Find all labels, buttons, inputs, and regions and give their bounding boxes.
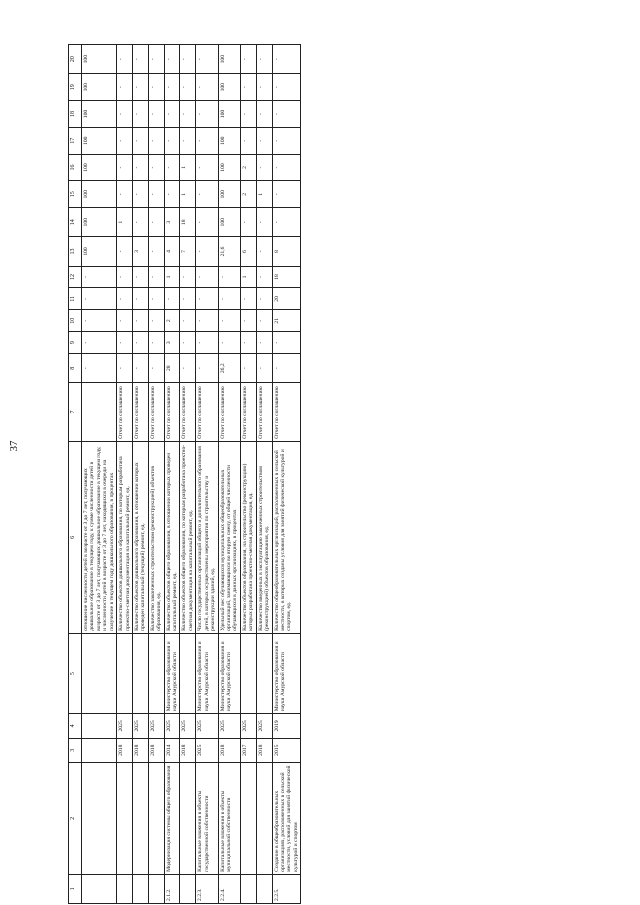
value-2014-cell: - — [148, 332, 164, 354]
row-number-cell — [132, 874, 148, 903]
value-base-cell: - — [196, 354, 218, 383]
table-row — [82, 45, 117, 904]
value-2020-cell: - — [148, 181, 164, 208]
value-2017-cell: - — [82, 266, 117, 288]
col-header: 16 — [69, 154, 82, 181]
value-2023-cell: - — [164, 101, 180, 128]
value-2021-cell: - — [256, 154, 272, 181]
source-cell — [82, 383, 117, 441]
value-2016-cell: - — [256, 288, 272, 310]
value-2023-cell: - — [196, 101, 218, 128]
col-header: 19 — [69, 74, 82, 101]
source-cell: Отчет по соглашению — [196, 383, 218, 441]
value-2023-cell: 100 — [82, 101, 117, 128]
start-year-cell: 2018 — [148, 738, 164, 762]
value-2017-cell: - — [256, 266, 272, 288]
end-year-cell: 2025 — [196, 714, 218, 738]
start-year-cell: 2025 — [196, 738, 218, 762]
responsible-executor-cell: Министерство образования и науки Амурской области — [272, 633, 301, 713]
value-base-cell: - — [256, 354, 272, 383]
value-2022-cell: 100 — [218, 127, 240, 154]
value-2018-cell: - — [117, 237, 133, 266]
value-2023-cell: 100 — [218, 101, 240, 128]
end-year-cell: 2025 — [218, 714, 240, 738]
value-2014-cell: - — [256, 332, 272, 354]
end-year-cell: 2019 — [272, 714, 301, 738]
value-base-cell: - — [148, 354, 164, 383]
col-header: 11 — [69, 288, 82, 310]
table-row — [180, 45, 196, 904]
value-2015-cell: - — [218, 310, 240, 332]
end-year-cell: 2025 — [256, 714, 272, 738]
source-cell: Отчет по соглашению — [148, 383, 164, 441]
value-2017-cell: - — [196, 266, 218, 288]
col-header: 18 — [69, 101, 82, 128]
start-year-cell: 2014 — [164, 738, 180, 762]
indicator-name-cell: Количество введенных в эксплуатацию законченных строительством (реконструкцией) объектов образования, ед. — [256, 441, 272, 633]
value-2021-cell: - — [164, 154, 180, 181]
value-2021-cell: - — [117, 154, 133, 181]
value-2016-cell: - — [82, 288, 117, 310]
indicator-name-cell: Количество объектов общего образования, по которым разработана проектно-сметная документация на капитальный ремонт, ед. — [180, 441, 196, 633]
row-number-cell: 2.2.5. — [272, 874, 301, 903]
value-2019-cell: 18 — [180, 208, 196, 237]
col-header: 2 — [69, 762, 82, 874]
value-2019-cell: - — [148, 208, 164, 237]
value-2017-cell: 1 — [240, 266, 256, 288]
value-2025-cell: - — [256, 45, 272, 74]
table-body — [82, 45, 301, 904]
row-number-cell — [148, 874, 164, 903]
value-2024-cell: - — [256, 74, 272, 101]
value-2023-cell: - — [240, 101, 256, 128]
value-2020-cell: - — [272, 181, 301, 208]
value-2021-cell: - — [196, 154, 218, 181]
responsible-executor-cell — [180, 633, 196, 713]
value-2018-cell: 21,6 — [218, 237, 240, 266]
end-year-cell: 2025 — [164, 714, 180, 738]
value-2015-cell: - — [196, 310, 218, 332]
value-2020-cell: 1 — [256, 181, 272, 208]
value-2015-cell: - — [117, 310, 133, 332]
value-2024-cell: - — [180, 74, 196, 101]
col-header: 4 — [69, 714, 82, 738]
value-2014-cell: - — [132, 332, 148, 354]
value-2025-cell: - — [164, 45, 180, 74]
value-2017-cell: - — [117, 266, 133, 288]
responsible-executor-cell: Министерство образования и науки Амурской области — [164, 633, 180, 713]
value-2016-cell: - — [180, 288, 196, 310]
value-2025-cell: - — [196, 45, 218, 74]
start-year-cell: 2018 — [117, 738, 133, 762]
table-row — [240, 45, 256, 904]
col-header: 6 — [69, 441, 82, 633]
col-header: 3 — [69, 738, 82, 762]
col-header: 17 — [69, 127, 82, 154]
value-2021-cell: 1 — [180, 154, 196, 181]
indicator-name-cell: отношение численности детей в возрасте от 3 до 7 лет, получающих дошкольное образование в текущем году, к сумме численности детей в возрасте от 3 до 7 лет, получающих дошкольное образование в текущем году, и численности детей в возрасте от 3 до 7 лет, находящихся в очереди на получение в текущем году дошкольного образования, в процентах — [82, 441, 117, 633]
source-cell: Отчет по соглашению — [256, 383, 272, 441]
start-year-cell: 2017 — [240, 738, 256, 762]
value-2020-cell: 2 — [240, 181, 256, 208]
end-year-cell: 2025 — [148, 714, 164, 738]
value-2017-cell: - — [218, 266, 240, 288]
value-2014-cell: - — [196, 332, 218, 354]
col-header: 7 — [69, 383, 82, 441]
col-header: 8 — [69, 354, 82, 383]
start-year-cell — [82, 738, 117, 762]
col-header: 10 — [69, 310, 82, 332]
value-2022-cell: - — [240, 127, 256, 154]
value-2019-cell: - — [240, 208, 256, 237]
table-row — [256, 45, 272, 904]
col-header: 20 — [69, 45, 82, 74]
value-2017-cell: 1 — [164, 266, 180, 288]
value-2024-cell: 100 — [218, 74, 240, 101]
source-cell: Отчет по соглашению — [164, 383, 180, 441]
value-2022-cell: - — [196, 127, 218, 154]
source-cell: Отчет по соглашению — [240, 383, 256, 441]
responsible-executor-cell — [148, 633, 164, 713]
value-2016-cell: - — [148, 288, 164, 310]
table-row — [132, 45, 148, 904]
value-2014-cell: - — [117, 332, 133, 354]
value-2016-cell: - — [164, 288, 180, 310]
value-base-cell: - — [180, 354, 196, 383]
value-base-cell: - — [82, 354, 117, 383]
indicator-name-cell: Количество законченных строительством (реконструкцией) объектов образования, ед. — [148, 441, 164, 633]
activity-name-cell — [117, 762, 133, 874]
activity-name-cell: Капитальные вложения в объекты муниципальной собственности — [218, 762, 240, 874]
start-year-cell: 2018 — [180, 738, 196, 762]
value-2018-cell: 6 — [240, 237, 256, 266]
end-year-cell: 2025 — [132, 714, 148, 738]
value-2022-cell: - — [272, 127, 301, 154]
activity-name-cell — [240, 762, 256, 874]
value-2015-cell: 21 — [272, 310, 301, 332]
table-row — [272, 45, 301, 904]
table-row — [196, 45, 218, 904]
value-base-cell: - — [240, 354, 256, 383]
value-2018-cell: 8 — [272, 237, 301, 266]
value-2025-cell: - — [180, 45, 196, 74]
value-2016-cell: - — [240, 288, 256, 310]
value-2018-cell: 100 — [82, 237, 117, 266]
table-row — [218, 45, 240, 904]
value-2016-cell: - — [218, 288, 240, 310]
value-2025-cell: - — [117, 45, 133, 74]
source-cell: Отчет по соглашению — [218, 383, 240, 441]
value-2016-cell: 20 — [272, 288, 301, 310]
row-number-cell — [180, 874, 196, 903]
value-2024-cell: - — [132, 74, 148, 101]
indicator-name-cell: Количество общеобразовательных организаций, расположенных в сельской местности, в которых созданы условия для занятий физической культурой и спортом, ед. — [272, 441, 301, 633]
value-2018-cell: - — [196, 237, 218, 266]
responsible-executor-cell — [132, 633, 148, 713]
value-2019-cell: - — [132, 208, 148, 237]
col-header: 15 — [69, 181, 82, 208]
program-indicators-table-rotated — [68, 44, 588, 904]
value-2025-cell: - — [148, 45, 164, 74]
value-2024-cell: - — [148, 74, 164, 101]
value-2020-cell: 1 — [180, 181, 196, 208]
end-year-cell: 2025 — [117, 714, 133, 738]
value-2023-cell: - — [132, 101, 148, 128]
indicators-table — [68, 44, 301, 904]
value-2014-cell: - — [82, 332, 117, 354]
table-row — [148, 45, 164, 904]
value-2021-cell: - — [272, 154, 301, 181]
value-base-cell: 28 — [164, 354, 180, 383]
value-2015-cell: - — [180, 310, 196, 332]
value-2019-cell: 1 — [117, 208, 133, 237]
value-2025-cell: - — [272, 45, 301, 74]
col-header: 12 — [69, 266, 82, 288]
activity-name-cell — [148, 762, 164, 874]
responsible-executor-cell — [82, 633, 117, 713]
value-2021-cell: - — [132, 154, 148, 181]
indicator-name-cell: Количество объектов образования, на строительство (реконструкцию) которых разработана проектно-сметная документация, ед. — [240, 441, 256, 633]
value-2017-cell: - — [180, 266, 196, 288]
value-2019-cell: - — [196, 208, 218, 237]
value-2021-cell: 2 — [240, 154, 256, 181]
value-2016-cell: - — [117, 288, 133, 310]
value-2025-cell: 100 — [82, 45, 117, 74]
indicator-name-cell: Число государственных организаций общего и дополнительного образования детей, в которых осуществлены мероприятия по строительству и реконструкции зданий, ед. — [196, 441, 218, 633]
value-2015-cell: - — [240, 310, 256, 332]
source-cell: Отчет по соглашению — [117, 383, 133, 441]
value-2016-cell: - — [196, 288, 218, 310]
value-2019-cell: 100 — [82, 208, 117, 237]
source-cell: Отчет по соглашению — [132, 383, 148, 441]
value-2020-cell: 100 — [82, 181, 117, 208]
activity-name-cell — [180, 762, 196, 874]
indicator-name-cell: Количество объектов общего образования, в отношении которых проведен капитальный ремонт, ед. — [164, 441, 180, 633]
value-base-cell: - — [117, 354, 133, 383]
value-2020-cell: 100 — [218, 181, 240, 208]
value-2014-cell: - — [240, 332, 256, 354]
value-2024-cell: - — [272, 74, 301, 101]
row-number-cell — [256, 874, 272, 903]
value-2021-cell: 100 — [82, 154, 117, 181]
value-2022-cell: - — [132, 127, 148, 154]
col-header: 13 — [69, 237, 82, 266]
source-cell: Отчет по соглашению — [272, 383, 301, 441]
row-number-cell: 2.1.2. — [164, 874, 180, 903]
indicator-name-cell: Количество объектов дошкольного образования, в отношении которых проведен капитальный (текущий) ремонт, ед. — [132, 441, 148, 633]
value-2020-cell: - — [164, 181, 180, 208]
value-2014-cell: - — [218, 332, 240, 354]
responsible-executor-cell — [117, 633, 133, 713]
value-2020-cell: - — [117, 181, 133, 208]
start-year-cell: 2015 — [272, 738, 301, 762]
responsible-executor-cell — [256, 633, 272, 713]
column-number-row — [69, 45, 82, 904]
value-2018-cell: - — [148, 237, 164, 266]
value-2018-cell: - — [256, 237, 272, 266]
value-2021-cell: - — [148, 154, 164, 181]
value-2017-cell: - — [148, 266, 164, 288]
value-2014-cell: - — [272, 332, 301, 354]
value-2019-cell: 100 — [218, 208, 240, 237]
source-cell: Отчет по соглашению — [180, 383, 196, 441]
row-number-cell: 2.2.3. — [196, 874, 218, 903]
value-2017-cell: 18 — [272, 266, 301, 288]
value-2023-cell: - — [117, 101, 133, 128]
value-2014-cell: 3 — [164, 332, 180, 354]
activity-name-cell: Капитальные вложения в объекты государственной собственности — [196, 762, 218, 874]
value-2024-cell: - — [164, 74, 180, 101]
indicator-name-cell: Количество объектов дошкольного образования, по которым разработана проектно-сметная документация на капитальный ремонт, ед. — [117, 441, 133, 633]
value-base-cell: 26,2 — [218, 354, 240, 383]
start-year-cell: 2018 — [132, 738, 148, 762]
indicator-name-cell: Удельный вес обучающихся муниципальных общеобразовательных организаций, занимающихся во вторую смену, от общей численности обучающихся в данных организациях, в процентах — [218, 441, 240, 633]
end-year-cell: 2025 — [240, 714, 256, 738]
activity-name-cell: Создание в общеобразовательных организациях, расположенных в сельской местности, условий для занятий физической культурой и спортом — [272, 762, 301, 874]
value-2025-cell: 100 — [218, 45, 240, 74]
activity-name-cell — [132, 762, 148, 874]
value-2017-cell: - — [132, 266, 148, 288]
value-2023-cell: - — [256, 101, 272, 128]
col-header: 1 — [69, 874, 82, 903]
responsible-executor-cell: Министерство образования и науки Амурской области — [196, 633, 218, 713]
value-2018-cell: 3 — [132, 237, 148, 266]
end-year-cell — [82, 714, 117, 738]
col-header: 14 — [69, 208, 82, 237]
responsible-executor-cell — [240, 633, 256, 713]
value-2015-cell: 2 — [164, 310, 180, 332]
value-2023-cell: - — [180, 101, 196, 128]
value-2022-cell: - — [148, 127, 164, 154]
value-2022-cell: 100 — [82, 127, 117, 154]
value-2025-cell: - — [132, 45, 148, 74]
start-year-cell: 2018 — [218, 738, 240, 762]
value-2024-cell: - — [117, 74, 133, 101]
table-row — [117, 45, 133, 904]
value-2022-cell: - — [180, 127, 196, 154]
activity-name-cell — [256, 762, 272, 874]
value-2018-cell: 7 — [180, 237, 196, 266]
row-number-cell — [117, 874, 133, 903]
value-2019-cell: 3 — [164, 208, 180, 237]
start-year-cell: 2018 — [256, 738, 272, 762]
value-2020-cell: - — [132, 181, 148, 208]
value-2019-cell: - — [256, 208, 272, 237]
activity-name-cell: Модернизация системы общего образования — [164, 762, 180, 874]
row-number-cell — [82, 874, 117, 903]
value-2023-cell: - — [272, 101, 301, 128]
responsible-executor-cell: Министерство образования и науки Амурской области — [218, 633, 240, 713]
page-number: 37 — [8, 440, 20, 452]
value-2015-cell: - — [256, 310, 272, 332]
row-number-cell — [240, 874, 256, 903]
value-2025-cell: - — [240, 45, 256, 74]
value-base-cell: - — [272, 354, 301, 383]
value-2018-cell: 4 — [164, 237, 180, 266]
value-2023-cell: - — [148, 101, 164, 128]
value-2022-cell: - — [256, 127, 272, 154]
activity-name-cell — [82, 762, 117, 874]
value-2021-cell: 100 — [218, 154, 240, 181]
value-2019-cell: - — [272, 208, 301, 237]
value-2022-cell: - — [117, 127, 133, 154]
col-header: 9 — [69, 332, 82, 354]
value-2016-cell: - — [132, 288, 148, 310]
value-2024-cell: - — [240, 74, 256, 101]
value-2020-cell: - — [196, 181, 218, 208]
value-2015-cell: - — [82, 310, 117, 332]
col-header: 5 — [69, 633, 82, 713]
end-year-cell: 2025 — [180, 714, 196, 738]
value-2024-cell: - — [196, 74, 218, 101]
value-2015-cell: - — [148, 310, 164, 332]
table-row — [164, 45, 180, 904]
value-2014-cell: - — [180, 332, 196, 354]
value-2022-cell: - — [164, 127, 180, 154]
row-number-cell: 2.2.4. — [218, 874, 240, 903]
value-2024-cell: 100 — [82, 74, 117, 101]
value-base-cell: - — [132, 354, 148, 383]
value-2015-cell: - — [132, 310, 148, 332]
